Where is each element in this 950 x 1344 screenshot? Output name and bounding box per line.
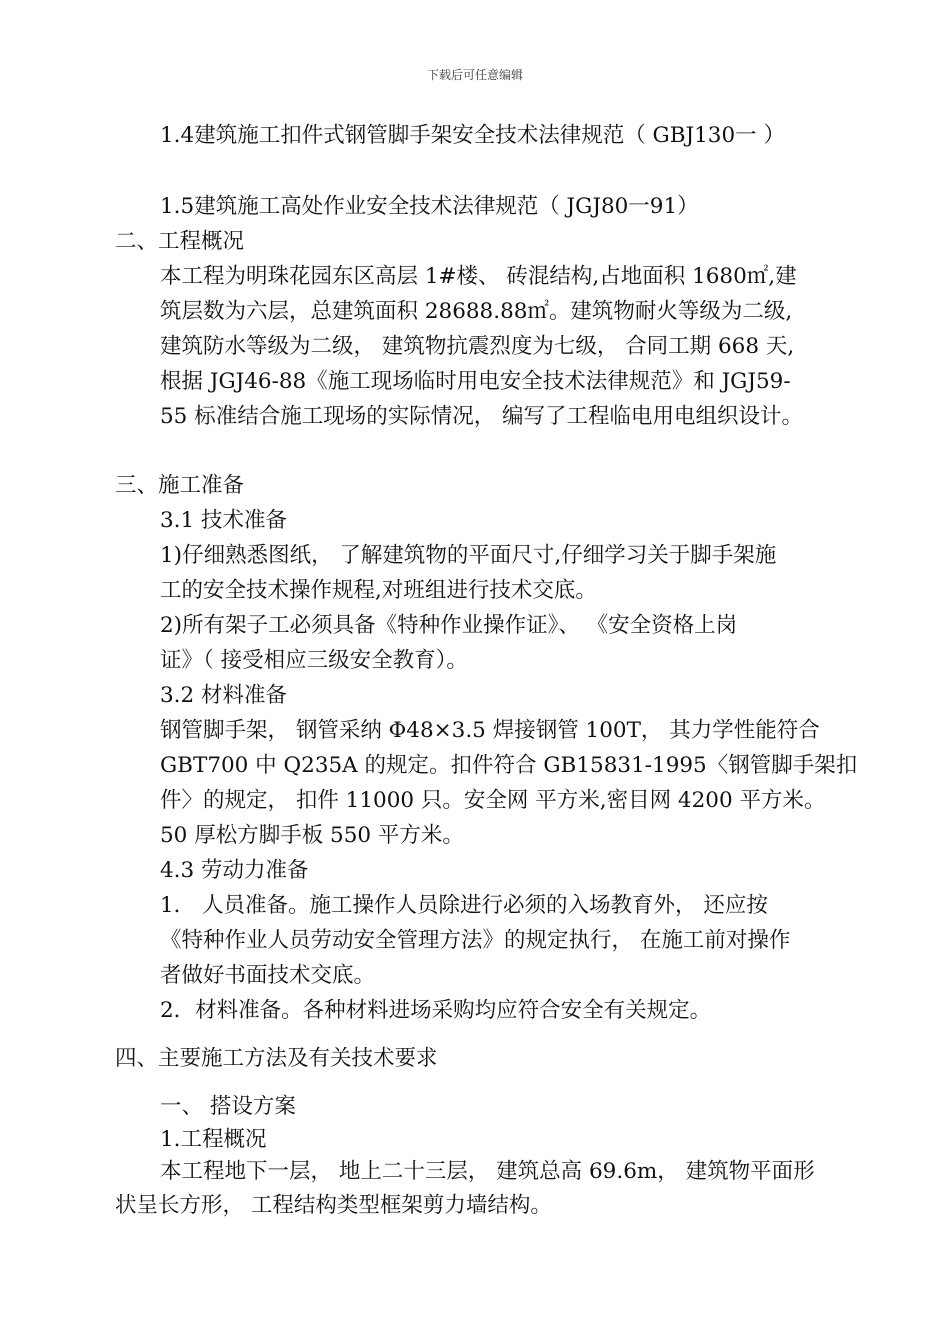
paragraph-line: 者做好书面技术交底。 <box>160 963 376 988</box>
paragraph-line: 2)所有架子工必须具备《特种作业操作证》、 《安全资格上岗 <box>160 613 738 638</box>
section-heading-3: 三、施工准备 <box>115 473 245 498</box>
paragraph-line: 建筑防水等级为二级， 建筑物抗震烈度为七级， 合同工期 668 天, <box>160 334 795 359</box>
reference-item-1-4: 1.4建筑施工扣件式钢管脚手架安全技术法律规范（ GBJ130一 ） <box>160 123 785 148</box>
section-heading-4: 四、主要施工方法及有关技术要求 <box>115 1046 438 1071</box>
paragraph-line: 状呈长方形， 工程结构类型框架剪力墙结构。 <box>115 1193 552 1218</box>
subsection-heading-1: 一、 搭设方案 <box>160 1094 296 1119</box>
paragraph-line: 1)仔细熟悉图纸， 了解建筑物的平面尺寸,仔细学习关于脚手架施 <box>160 543 777 568</box>
paragraph-line: 筑层数为六层，总建筑面积 28688.88㎡。建筑物耐火等级为二级, <box>160 299 793 324</box>
reference-item-1-5: 1.5建筑施工高处作业安全技术法律规范（ JGJ80一91） <box>160 194 699 219</box>
subsection-heading-4-3: 4.3 劳动力准备 <box>160 858 309 883</box>
paragraph-line: 2．材料准备。各种材料进场采购均应符合安全有关规定。 <box>160 998 712 1023</box>
paragraph-line: 钢管脚手架， 钢管采纳 Φ48×3.5 焊接钢管 100T， 其力学性能符合 <box>160 718 820 743</box>
paragraph-line: GBT700 中 Q235A 的规定。扣件符合 GB15831-1995〈钢管脚手架扣 <box>160 753 858 778</box>
paragraph-line: 55 标准结合施工现场的实际情况， 编写了工程临电用电组织设计。 <box>160 404 804 429</box>
section-heading-2: 二、工程概况 <box>115 229 245 254</box>
subsection-heading-1-1: 1.工程概况 <box>160 1127 267 1152</box>
paragraph-line: 本工程为明珠花园东区高层 1#楼、 砖混结构,占地面积 1680㎡,建 <box>160 264 797 289</box>
subsection-heading-3-2: 3.2 材料准备 <box>160 683 288 708</box>
page-header: 下载后可任意编辑 <box>426 68 523 82</box>
paragraph-line: 证》（ 接受相应三级安全教育）。 <box>160 648 468 673</box>
paragraph-line: 本工程地下一层， 地上二十三层， 建筑总高 69.6m， 建筑物平面形 <box>160 1159 815 1184</box>
paragraph-line: 工的安全技术操作规程,对班组进行技术交底。 <box>160 578 597 603</box>
paragraph-line: 根据 JGJ46-88《施工现场临时用电安全技术法律规范》和 JGJ59- <box>160 369 791 394</box>
paragraph-line: 50 厚松方脚手板 550 平方米。 <box>160 823 464 848</box>
paragraph-line: 《特种作业人员劳动安全管理方法》的规定执行， 在施工前对操作 <box>160 928 791 953</box>
paragraph-line: 1． 人员准备。施工操作人员除进行必须的入场教育外， 还应按 <box>160 893 768 918</box>
paragraph-line: 件〉的规定， 扣件 11000 只。安全网 平方米,密目网 4200 平方米。 <box>160 788 826 813</box>
subsection-heading-3-1: 3.1 技术准备 <box>160 508 288 533</box>
